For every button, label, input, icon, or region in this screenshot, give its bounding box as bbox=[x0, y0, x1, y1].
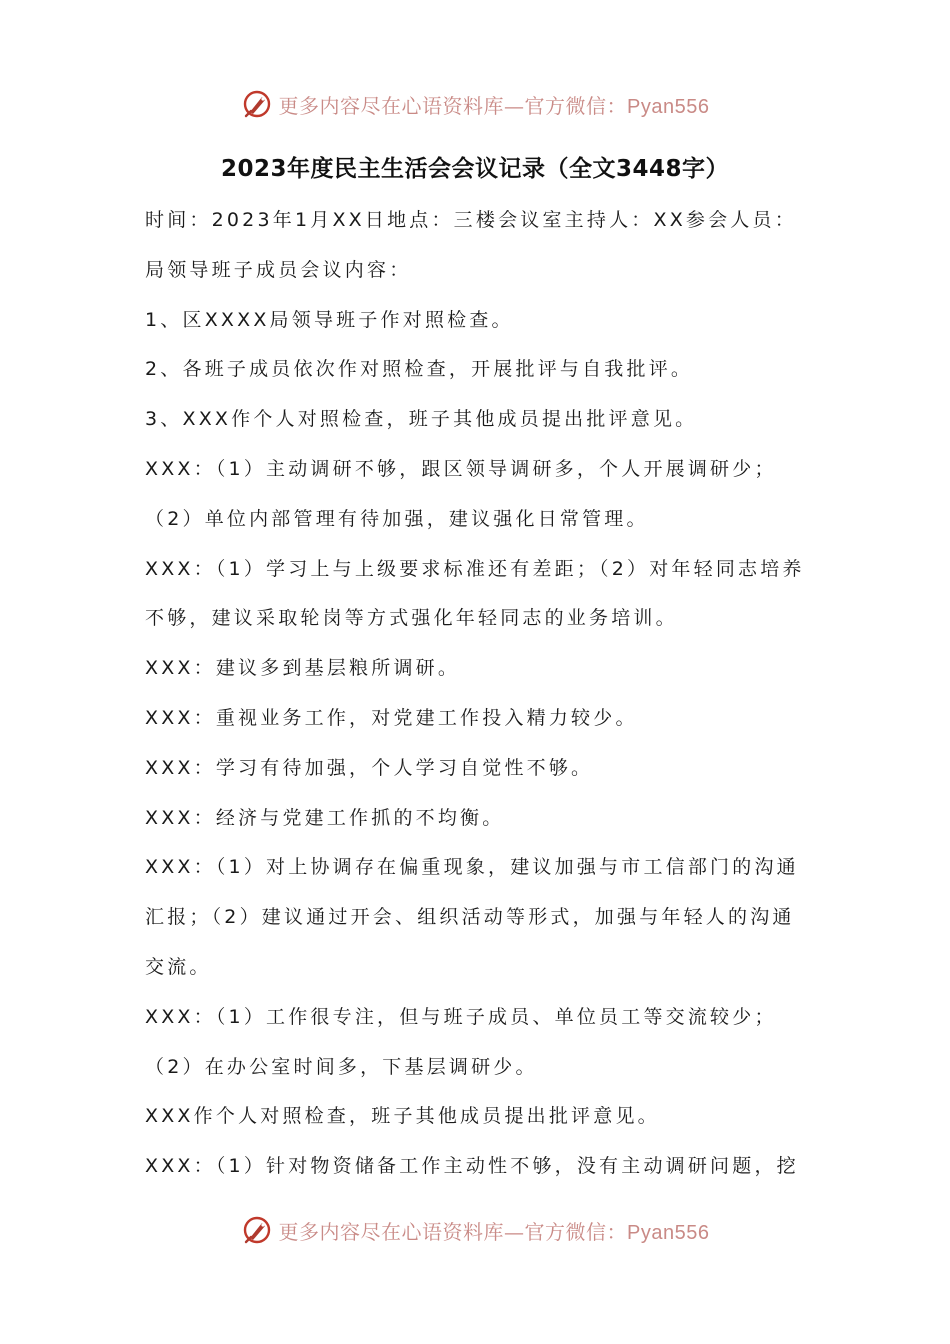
body-line: 汇报；（2）建议通过开会、组织活动等形式，加强与年轻人的沟通 bbox=[145, 906, 795, 929]
body-line: XXX作个人对照检查，班子其他成员提出批评意见。 bbox=[145, 1105, 660, 1128]
body-line: 局领导班子成员会议内容： bbox=[145, 258, 412, 281]
pen-nib-circle-logo-icon bbox=[241, 1214, 273, 1246]
body-line: 1、区XXXX局领导班子作对照检查。 bbox=[145, 308, 514, 331]
body-line: XXX：（1）针对物资储备工作主动性不够，没有主动调研问题，挖 bbox=[145, 1155, 799, 1178]
body-line: （2）在办公室时间多，下基层调研少。 bbox=[145, 1055, 538, 1078]
body-line: 时间：2023年1月XX日地点：三楼会议室主持人：XX参会人员： bbox=[145, 209, 797, 231]
document-title: 2023年度民主生活会会议记录（全文3448字） bbox=[220, 156, 730, 182]
body-line: 3、XXX作个人对照检查，班子其他成员提出批评意见。 bbox=[145, 408, 698, 431]
body-line: XXX：经济与党建工作抓的不均衡。 bbox=[145, 806, 505, 829]
body-line: 不够，建议采取轮岗等方式强化年轻同志的业务培训。 bbox=[145, 607, 678, 630]
body-line: 2、各班子成员依次作对照检查，开展批评与自我批评。 bbox=[145, 358, 694, 381]
footer-watermark bbox=[0, 1210, 950, 1250]
body-line: XXX：建议多到基层粮所调研。 bbox=[145, 657, 461, 680]
watermark-text: 更多内容尽在心语资料库—官方微信：Pyan556 bbox=[278, 93, 710, 118]
body-line: XXX：（1）学习上与上级要求标准还有差距；（2）对年轻同志培养 bbox=[145, 557, 805, 580]
watermark-wechat-id: Pyan556 bbox=[627, 1221, 710, 1244]
body-line: 交流。 bbox=[145, 955, 212, 978]
watermark-wechat-id: Pyan556 bbox=[627, 95, 710, 118]
pen-nib-circle-logo-icon bbox=[241, 88, 273, 120]
body-line: XXX：（1）工作很专注，但与班子成员、单位员工等交流较少； bbox=[145, 1005, 777, 1028]
document-body bbox=[145, 196, 810, 1192]
body-line: （2）单位内部管理有待加强，建议强化日常管理。 bbox=[145, 507, 649, 530]
body-line: XXX：学习有待加强，个人学习自觉性不够。 bbox=[145, 756, 594, 779]
body-line: XXX：（1）主动调研不够，跟区领导调研多，个人开展调研少； bbox=[145, 457, 777, 480]
body-line: XXX：（1）对上协调存在偏重现象，建议加强与市工信部门的沟通 bbox=[145, 856, 799, 879]
header-watermark bbox=[0, 84, 950, 124]
body-line: XXX：重视业务工作，对党建工作投入精力较少。 bbox=[145, 706, 638, 729]
watermark-text: 更多内容尽在心语资料库—官方微信：Pyan556 bbox=[278, 1219, 710, 1244]
